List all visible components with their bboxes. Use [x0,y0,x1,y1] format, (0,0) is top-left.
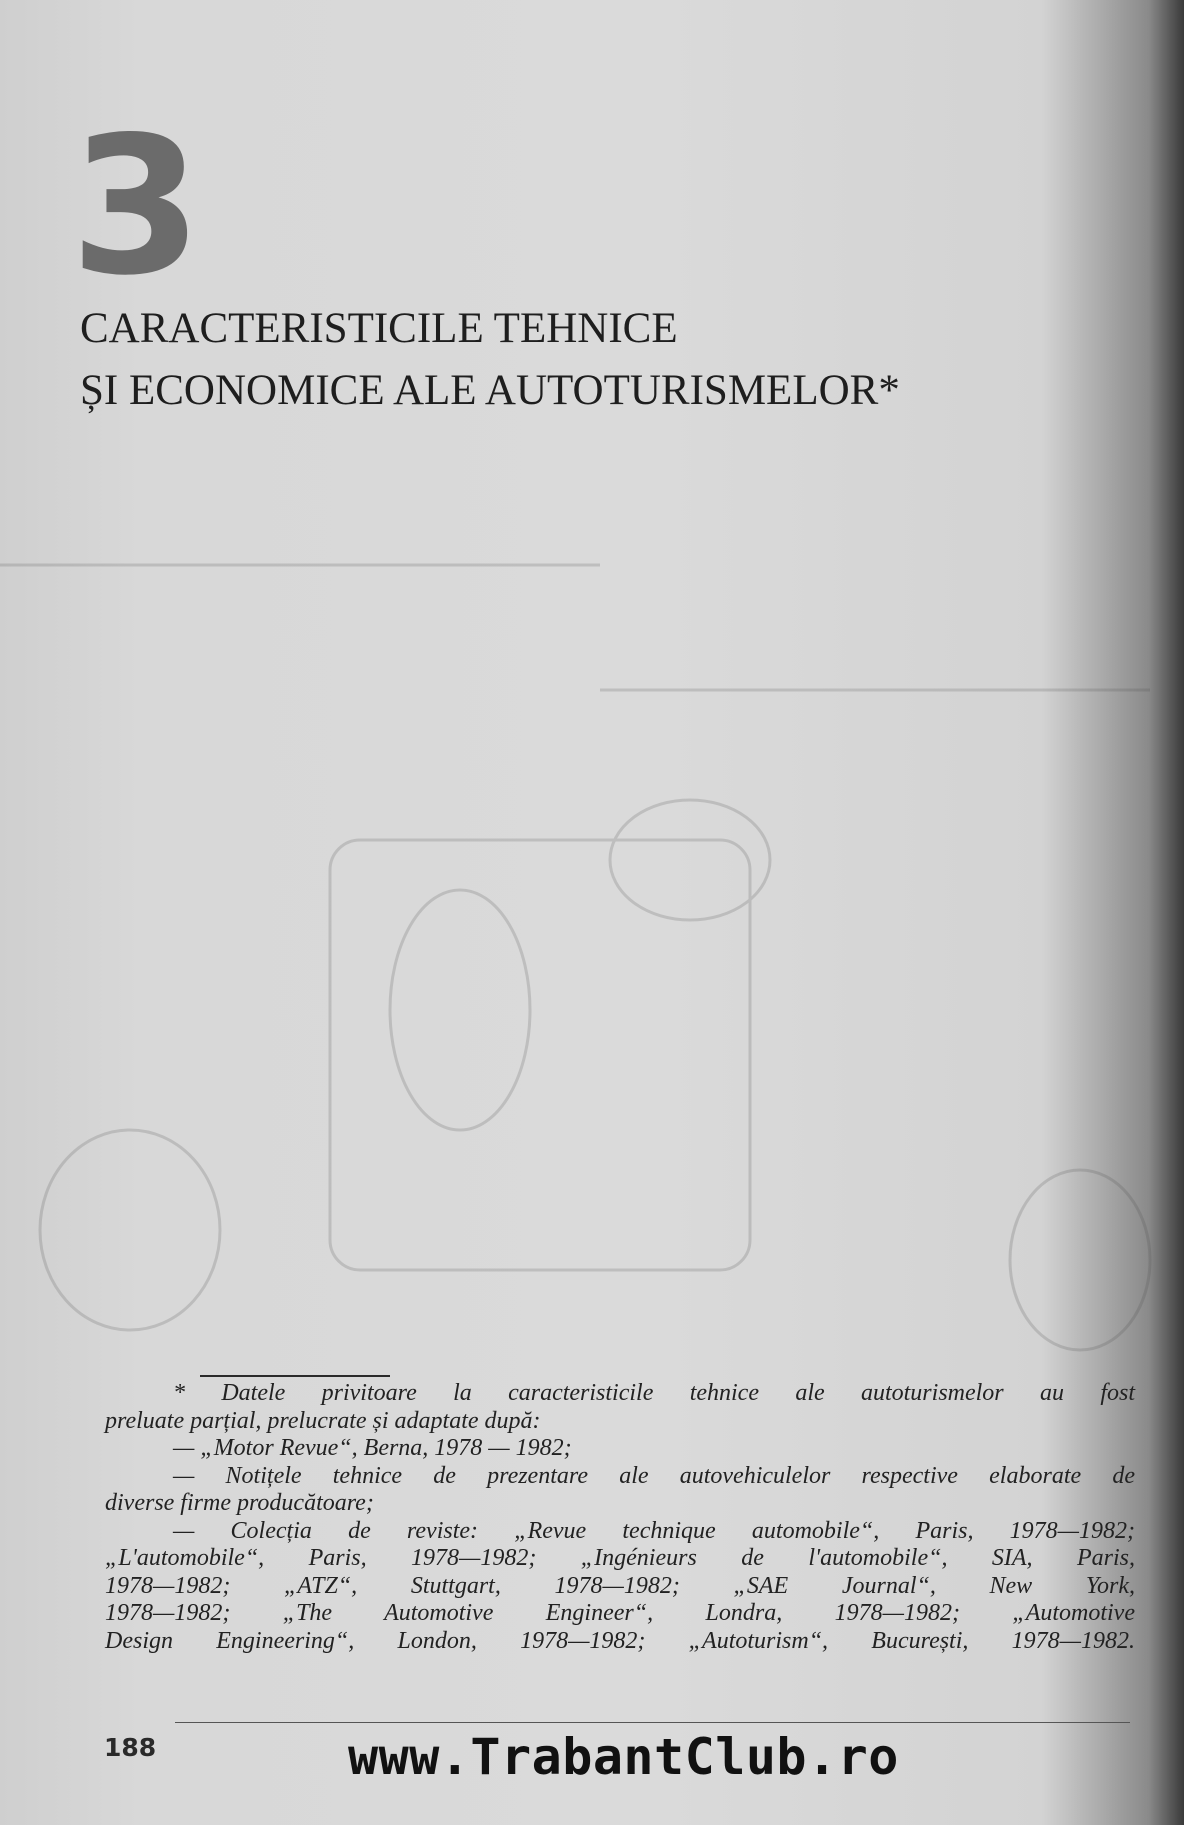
page-number: 188 [104,1733,157,1762]
site-watermark: www.TrabantClub.ro [348,1728,899,1786]
footnote-line: 1978—1982; „ATZ“, Stuttgart, 1978—1982; „SAE Journal“, New York, [105,1572,1135,1599]
footnote-line: diverse firme producătoare; [105,1490,374,1516]
chapter-title-line: CARACTERISTICILE TEHNICE [80,305,678,352]
footnote-line: — „Motor Revue“, Berna, 1978 — 1982; [173,1435,572,1461]
footnote-source-item [105,1463,1135,1518]
chapter-title [80,298,900,422]
footnote-line: „L'automobile“, Paris, 1978—1982; „Ingénieurs de l'automobile“, SIA, Paris, [105,1545,1135,1571]
footnote-line: preluate parțial, prelucrate și adaptate după: [105,1407,541,1434]
footnote-line: Design Engineering“, London, 1978—1982; „Autoturism“, București, 1978—1982. [105,1627,1135,1654]
footnote-line: — Notițele tehnice de prezentare ale autovehiculelor respective elaborate de [173,1462,1135,1489]
chapter-number: 3 [70,96,199,317]
footnote-line: 1978—1982; „The Automotive Engineer“, Londra, 1978—1982; „Automotive [105,1600,1135,1626]
chapter-title-line: ȘI ECONOMICE ALE AUTOTURISMELOR* [80,367,900,414]
footnote-paragraph [105,1380,1135,1435]
footnote-line: * Datele privitoare la caracteristicile tehnice ale autoturismelor au fost [173,1380,1135,1406]
footnote-separator [200,1375,390,1377]
footnote-source-item [105,1518,1135,1656]
footnote-source-item [105,1435,1135,1463]
footnote-line: — Colecția de reviste: „Revue technique automobile“, Paris, 1978—1982; [173,1517,1135,1544]
footnote [105,1380,1135,1655]
page-bottom-rule [175,1722,1130,1723]
